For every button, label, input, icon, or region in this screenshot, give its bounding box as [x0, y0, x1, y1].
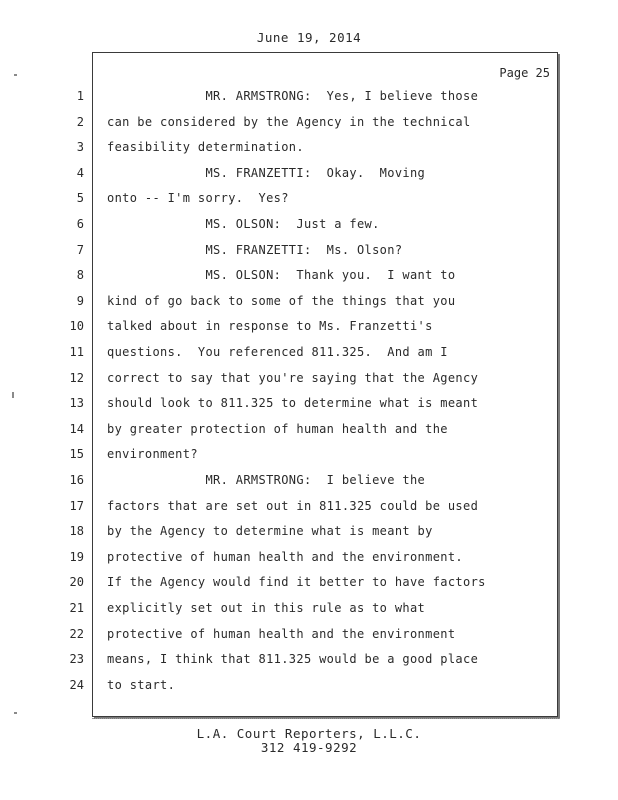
- transcript-line: [0, 444, 618, 464]
- line-text: feasibility determination.: [107, 140, 304, 155]
- scan-speck: [12, 392, 14, 398]
- transcript-line: [0, 470, 618, 490]
- line-text: environment?: [107, 447, 198, 462]
- transcript-line: [0, 624, 618, 644]
- transcript-line: [0, 675, 618, 695]
- line-number: 19: [69, 549, 84, 564]
- footer-phone: 312 419-9292: [260, 740, 358, 755]
- transcript-line: [0, 265, 618, 285]
- transcript-line: [0, 521, 618, 541]
- line-text: by the Agency to determine what is meant by: [107, 524, 433, 539]
- header-date: June 19, 2014: [256, 30, 362, 45]
- transcript-line: [0, 240, 618, 260]
- line-number: 21: [69, 601, 84, 615]
- line-text: questions. You referenced 811.325. And am I: [107, 345, 448, 359]
- transcript-line: [0, 572, 618, 592]
- scan-speck: [14, 712, 17, 714]
- transcript-line: [0, 598, 618, 618]
- line-text: talked about in response to Ms. Franzetti's: [107, 319, 433, 334]
- transcript-line: [0, 547, 618, 567]
- line-text: protective of human health and the environment: [107, 626, 456, 641]
- line-number: 18: [69, 524, 84, 539]
- line-text: kind of go back to some of the things that you: [107, 293, 456, 308]
- transcript-line: [0, 137, 618, 157]
- line-number: 14: [69, 421, 84, 436]
- line-text: protective of human health and the environment.: [107, 549, 464, 564]
- line-text: MR. ARMSTRONG: Yes, I believe those: [107, 89, 479, 103]
- line-number: 17: [69, 498, 84, 513]
- line-text: to start.: [107, 677, 176, 692]
- transcript-line: [0, 393, 618, 413]
- transcript-line: [0, 368, 618, 388]
- transcript-line: [0, 496, 618, 516]
- line-number: 6: [76, 217, 84, 231]
- line-text: should look to 811.325 to determine what is meant: [107, 396, 479, 411]
- transcript-line: [0, 342, 618, 362]
- line-number: 12: [69, 370, 84, 385]
- transcript-line: [0, 86, 618, 106]
- line-number: 10: [69, 319, 84, 334]
- line-number: 8: [76, 268, 84, 283]
- line-text: explicitly set out in this rule as to what: [107, 601, 426, 615]
- line-number: 15: [69, 447, 84, 462]
- line-number: 23: [69, 652, 84, 667]
- page-number: Page 25: [499, 66, 550, 80]
- line-text: MR. ARMSTRONG: I believe the: [107, 473, 426, 487]
- line-number: 11: [69, 345, 84, 359]
- line-number: 2: [76, 114, 84, 129]
- transcript-line: [0, 112, 618, 132]
- line-number: 5: [76, 191, 84, 206]
- line-number: 20: [69, 575, 84, 590]
- line-number: 4: [76, 165, 84, 180]
- line-number: 1: [76, 89, 84, 103]
- line-text: correct to say that you're saying that the Agency: [107, 370, 479, 385]
- line-text: can be considered by the Agency in the technical: [107, 114, 471, 129]
- line-text: MS. FRANZETTI: Okay. Moving: [107, 165, 426, 180]
- line-text: MS. OLSON: Thank you. I want to: [107, 268, 456, 283]
- line-number: 13: [69, 396, 84, 411]
- line-number: 24: [69, 677, 84, 692]
- line-text: MS. FRANZETTI: Ms. Olson?: [107, 242, 403, 257]
- line-number: 22: [69, 626, 84, 641]
- line-text: If the Agency would find it better to have factors: [107, 575, 486, 590]
- footer-company: L.A. Court Reporters, L.L.C.: [196, 726, 422, 741]
- line-text: means, I think that 811.325 would be a good place: [107, 652, 479, 667]
- line-text: by greater protection of human health and the: [107, 421, 448, 436]
- scan-speck: [14, 74, 17, 76]
- line-number: 7: [76, 242, 84, 257]
- line-text: onto -- I'm sorry. Yes?: [107, 191, 289, 206]
- transcript-line: [0, 316, 618, 336]
- line-number: 9: [76, 293, 84, 308]
- frame-bottom-rule: [92, 718, 560, 719]
- transcript-line: [0, 649, 618, 669]
- transcript-line: [0, 163, 618, 183]
- line-number: 3: [76, 140, 84, 155]
- transcript-line: [0, 291, 618, 311]
- line-text: factors that are set out in 811.325 could be used: [107, 498, 479, 513]
- transcript-line: [0, 214, 618, 234]
- line-text: MS. OLSON: Just a few.: [107, 217, 380, 231]
- transcript-line: [0, 419, 618, 439]
- line-number: 16: [69, 473, 84, 487]
- transcript-line: [0, 188, 618, 208]
